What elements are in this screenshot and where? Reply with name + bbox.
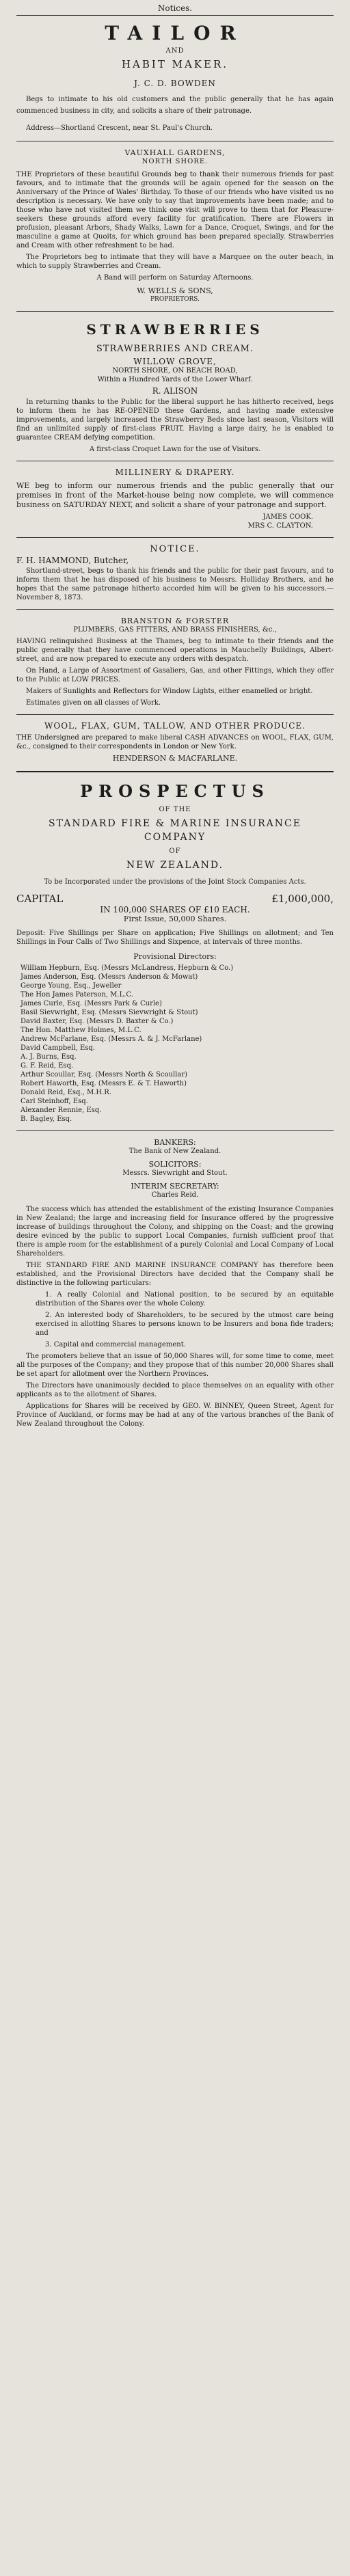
tailor-name: J. C. D. BOWDEN [134, 79, 216, 88]
notice-title: NOTICE. [150, 544, 200, 554]
secretary-title: INTERIM SECRETARY: [131, 1182, 219, 1191]
tailor-title: TAILOR [105, 22, 245, 44]
wool-ad [16, 722, 334, 763]
prospectus-company: STANDARD FIRE & MARINE INSURANCE COMPANY [49, 818, 301, 843]
prospectus-of: OF THE [159, 806, 191, 813]
prospectus-title: PROSPECTUS [80, 781, 270, 801]
director-item: Carl Steinhoff, Esq. [21, 1098, 88, 1105]
notice-name: F. H. HAMMOND, Butcher, [16, 556, 129, 565]
branston-title: BRANSTON & FORSTER [120, 616, 230, 625]
vauxhall-title: VAUXHALL GARDENS, [124, 148, 226, 157]
millinery-body: WE beg to inform our numerous friends and the public generally that our premises in front of the Market-house being now complete, we will commence business on SATURDAY NEXT, and solicit a share of your patronage and support. [16, 481, 334, 509]
wool-title: WOOL, FLAX, GUM, TALLOW, AND OTHER PRODUCE. [44, 721, 306, 731]
prospectus-of2: OF [169, 848, 181, 855]
branston-ad [16, 616, 334, 707]
director-item: Basil Sievwright, Esq. (Messrs Sievwright & Stout) [21, 1009, 198, 1016]
solicitors-value: Messrs. Sievwright and Stout. [122, 1169, 228, 1177]
strawberries-body: In returning thanks to the Public for the liberal support he has hitherto received, begs to inform them he has RE-OPENED these Gardens, and having made extensive improvements, and largely increased the Strawberry Beds since last season, Visitors will find an unlimited supply of first-class FRUIT. Having a large dairy, he is enabled to guarantee CREAM defying competition. [16, 398, 334, 442]
branston-body-3: Makers of Sunlights and Reflectors for Window Lights, either enamelled or bright. [26, 688, 313, 695]
millinery-signature-1: JAMES COOK. [262, 513, 313, 521]
director-item: A. J. Burns, Esq. [21, 1053, 77, 1061]
prospectus-body-7: The Directors have unanimously decided to place themselves on an equality with other applicants as to the allotment of Shares. [16, 1382, 334, 1398]
director-item: James Anderson, Esq. (Messrs Anderson & Mowat) [21, 973, 198, 981]
strawberries-place-sub: NORTH SHORE, ON BEACH ROAD, [112, 367, 238, 375]
prospectus-incorporated: To be Incorporated under the provisions of the Joint Stock Companies Acts. [44, 878, 306, 886]
prospectus-ad [16, 781, 334, 1428]
prospectus-body-1: The success which has attended the establishment of the existing Insurance Companies in New Zealand; the large and increasing field for Insurance offered by the progressive increase of buildings throughout the Colony, and shipping on the Coast; and the growing desire evinced by the public to support Local Companies, furnish sufficient proof that there is ample room for the establishment of a purely Colonial and Local Company of Local Shareholders. [16, 1206, 334, 1258]
branston-body-4: Estimates given on all classes of Work. [26, 699, 161, 707]
prospectus-body-5: 3. Capital and commercial management. [45, 1341, 186, 1348]
strawberries-place: WILLOW GROVE, [133, 357, 217, 366]
strawberries-title: STRAWBERRIES [86, 321, 264, 338]
prospectus-body-8: Applications for Shares will be received by GEO. W. BINNEY, Queen Street, Agent for Province of Auckland, or forms may be had at any of the various branches of the Bank of New Zealand throughout the Colony. [16, 1402, 334, 1428]
millinery-ad [16, 468, 334, 530]
tailor-and: AND [165, 47, 185, 55]
director-item: B. Bagley, Esq. [21, 1115, 72, 1123]
prospectus-country: NEW ZEALAND. [126, 860, 224, 871]
vauxhall-ad [16, 148, 334, 304]
branston-subtitle: PLUMBERS, GAS FITTERS, AND BRASS FINISHERS, &c., [73, 626, 277, 634]
capital-shares: IN 100,000 SHARES OF £10 EACH. [100, 905, 250, 914]
directors-title: Provisional Directors: [133, 952, 217, 961]
section-title: Notices. [16, 4, 334, 16]
tailor-address: Address—Shortland Crescent, near St. Paul's Church. [26, 124, 213, 132]
bankers-value: The Bank of New Zealand. [129, 1148, 221, 1155]
director-item: Andrew McFarlane, Esq. (Messrs A. & J. McFarlane) [21, 1035, 202, 1043]
strawberries-subtitle: STRAWBERRIES AND CREAM. [96, 344, 254, 354]
vauxhall-subtitle: NORTH SHORE. [142, 158, 208, 165]
prospectus-body-6: The promoters believe that an issue of 50,000 Shares will, for some time to come, meet all the purposes of the Company; and they propose that of this number 20,000 Shares shall be set apart for allotment over the Northern Provinces. [16, 1353, 334, 1378]
strawberries-name: R. ALISON [152, 386, 198, 396]
vauxhall-body-1: THE Proprietors of these beautiful Grounds beg to thank their numerous friends for past favours, and to intimate that the grounds will be again opened for the season on the Anniversary of the Prince of Wales' Birthday. To those of our friends who have visited us no description is necessary. We have only to say that improvements have been made; and to those who have not visited them we think one visit will prove to them that for Pleasure-seekers these grounds afford every facility for gratification. There are Flowers in profusion, pleasant Arbors, Shady Walks, Lawn for a Dance, Croquet, Swings, and for the masculine a game at Quoits, for which ground has been prepared specially. Strawberries and Cream with other refreshment to be had. [16, 171, 334, 249]
prospectus-body-2: THE STANDARD FIRE AND MARINE INSURANCE COMPANY has therefore been established, and the Provisional Directors have decided that the Company shall be distinctive in the following particulars: [16, 1262, 334, 1287]
branston-body-1: HAVING relinquished Business at the Thames, beg to intimate to their friends and the public generally that they have commenced operations in Mauchelly Buildings, Albert-street, and are now prepared to execute any orders with despatch. [16, 638, 334, 663]
director-item: Arthur Scoullar, Esq. (Messrs North & Scoullar) [21, 1071, 187, 1079]
millinery-signature-2: MRS C. CLAYTON. [247, 522, 313, 530]
capital-first-issue: First Issue, 50,000 Shares. [123, 914, 227, 923]
directors-list [16, 964, 334, 1124]
notice-ad [16, 545, 334, 602]
capital-label: CAPITAL [16, 893, 64, 905]
director-item: William Hepburn, Esq. (Messrs McLandress, Hepburn & Co.) [21, 964, 234, 972]
notice-body: Shortland-street, begs to thank his friends and the public for their past favours, and to inform them that he has disposed of his business to Messrs. Holliday Brothers, and he hopes that the same patronage hitherto accorded him will be given to his successors.—November 8, 1873. [16, 567, 334, 601]
director-item: James Curle, Esq. (Messrs Park & Curle) [21, 1000, 162, 1007]
vauxhall-body-3: A Band will perform on Saturday Afternoons. [96, 274, 254, 282]
strawberries-place-sub2: Within a Hundred Yards of the Lower Wharf. [97, 376, 253, 383]
tailor-body: Begs to intimate to his old customers and the public generally that he has again commenced business in city, and solicits a share of their patronage. [16, 96, 334, 115]
tailor-subtitle: HABIT MAKER. [121, 58, 229, 70]
prospectus-body-4: 2. An interested body of Shareholders, to be secured by the utmost care being exercised in allotting Shares to persons known to be Insurers and bona fide traders; and [36, 1312, 334, 1337]
secretary-value: Charles Reid. [151, 1191, 199, 1199]
branston-body-2: On Hand, a Large of Assortment of Gasaliers, Gas, and other Fittings, which they offer to the Public at LOW PRICES. [16, 667, 334, 683]
prospectus-body-3: 1. A really Colonial and National position, to be secured by an equitable distribution of the Shares over the whole Colony. [36, 1291, 334, 1307]
bankers-title: BANKERS: [154, 1138, 196, 1147]
wool-signature: HENDERSON & MACFARLANE. [112, 754, 238, 763]
vauxhall-body-2: The Proprietors beg to intimate that they will have a Marquee on the outer beach, in which to supply Strawberries and Cream. [16, 254, 334, 270]
director-item: David Baxter, Esq. (Messrs D. Baxter & Co.) [21, 1018, 174, 1025]
tailor-ad [16, 23, 334, 134]
deposit-text: Deposit: Five Shillings per Share on application; Five Shillings on allotment; and Ten Shillings in Four Calls of Two Shillings and Sixpence, at intervals of three months. [16, 930, 334, 946]
director-item: David Campbell, Esq. [21, 1044, 95, 1052]
strawberries-ad [16, 318, 334, 454]
director-item: George Young, Esq., Jeweller [21, 982, 122, 990]
director-item: G. F. Reid, Esq. [21, 1062, 74, 1070]
vauxhall-signature-sub: PROPRIETORS. [150, 296, 200, 303]
director-item: Robert Haworth, Esq. (Messrs E. & T. Haworth) [21, 1080, 187, 1087]
capital-value: £1,000,000, [271, 893, 334, 905]
vauxhall-signature: W. WELLS & SONS, [137, 286, 213, 295]
director-item: Donald Reid, Esq., M.H.R. [21, 1089, 112, 1096]
solicitors-title: SOLICITORS: [148, 1160, 202, 1169]
director-item: Alexander Rennie, Esq. [21, 1107, 102, 1114]
strawberries-footer: A first-class Croquet Lawn for the use of Visitors. [89, 446, 261, 453]
wool-body: THE Undersigned are prepared to make liberal CASH ADVANCES on WOOL, FLAX, GUM, &c., consigned to their correspondents in London or New York. [16, 734, 334, 750]
millinery-title: MILLINERY & DRAPERY. [115, 467, 235, 477]
director-item: The Hon James Paterson, M.L.C. [21, 991, 133, 999]
director-item: The Hon. Matthew Holmes, M.L.C. [21, 1027, 142, 1034]
